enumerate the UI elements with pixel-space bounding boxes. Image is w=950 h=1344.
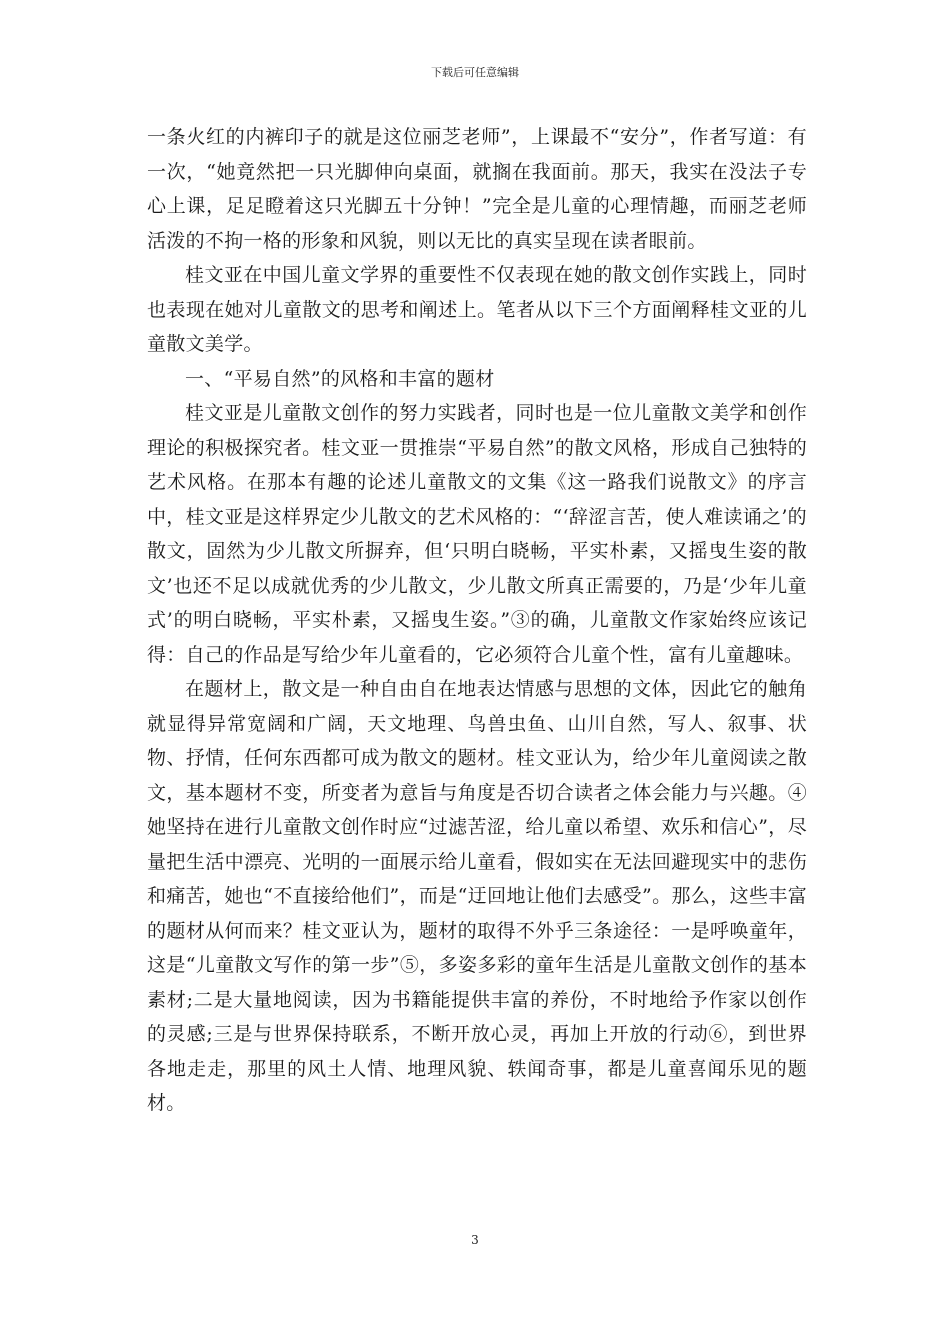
section-heading: 一、“平易自然”的风格和丰富的题材 [185, 367, 495, 390]
page-number: 3 [471, 1233, 479, 1247]
page-header: 下载后可任意编辑 [431, 66, 519, 79]
document-body [147, 120, 807, 1121]
paragraph-2: 桂文亚在中国儿童文学界的重要性不仅表现在她的散文创作实践上，同时也表现在她对儿童散文的思考和阐述上。笔者从以下三个方面阐释桂文亚的儿童散文美学。 [147, 264, 807, 355]
paragraph-1: 一条火红的内裤印子的就是这位丽芝老师”，上课最不“安分”，作者写道：有一次，“她竟然把一只光脚伸向桌面，就搁在我面前。那天，我实在没法子专心上课，足足瞪着这只光脚五十分钟！”完全是儿童的心理情趣，而丽芝老师活泼的不拘一格的形象和风貌，则以无比的真实呈现在读者眼前。 [147, 126, 807, 252]
paragraph-3: 桂文亚是儿童散文创作的努力实践者，同时也是一位儿童散文美学和创作理论的积极探究者。桂文亚一贯推崇“平易自然”的散文风格，形成自己独特的艺术风格。在那本有趣的论述儿童散文的文集《这一路我们说散文》的序言中，桂文亚是这样界定少儿散文的艺术风格的：“‘辞涩言苦，使人难读诵之’的散文，固然为少儿散文所摒弃，但‘只明白晓畅，平实朴素，又摇曳生姿的散文’也还不足以成就优秀的少儿散文，少儿散文所真正需要的，乃是‘少年儿童式’的明白晓畅，平实朴素，又摇曳生姿。”③的确，儿童散文作家始终应该记得：自己的作品是写给少年儿童看的，它必须符合儿童个性，富有儿童趣味。 [147, 402, 807, 666]
paragraph-4: 在题材上，散文是一种自由自在地表达情感与思想的文体，因此它的触角就显得异常宽阔和广阔，天文地理、鸟兽虫鱼、山川自然，写人、叙事、状物、抒情，任何东西都可成为散文的题材。桂文亚认为，给少年儿童阅读之散文，基本题材不变，所变者为意旨与角度是否切合读者之体会能力与兴趣。④她坚持在进行儿童散文创作时应“过滤苦涩，给儿童以希望、欢乐和信心”，尽量把生活中漂亮、光明的一面展示给儿童看，假如实在无法回避现实中的悲伤和痛苦，她也“不直接给他们”，而是“迂回地让他们去感受”。那么，这些丰富的题材从何而来？桂文亚认为，题材的取得不外乎三条途径：一是呼唤童年，这是“儿童散文写作的第一步”⑤，多姿多彩的童年生活是儿童散文创作的基本素材;二是大量地阅读，因为书籍能提供丰富的养份，不时地给予作家以创作的灵感;三是与世界保持联系，不断开放心灵，再加上开放的行动⑥，到世界各地走走，那里的风土人情、地理风貌、轶闻奇事，都是儿童喜闻乐见的题材。 [147, 678, 807, 1114]
